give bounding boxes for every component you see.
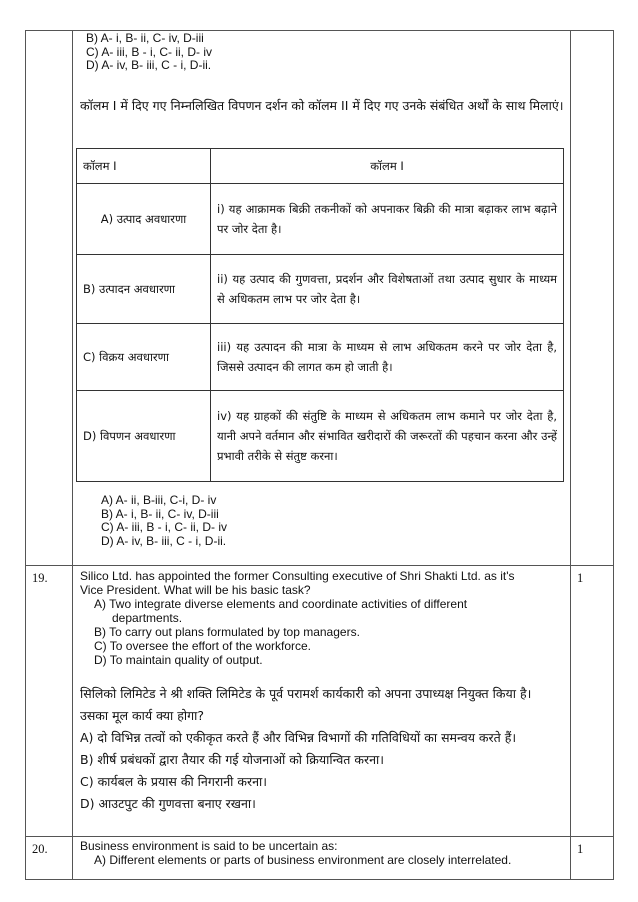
option-a: A) Two integrate diverse elements and coordinate activities of different <box>94 597 468 611</box>
table-row <box>77 324 564 391</box>
table-row <box>77 391 564 482</box>
option-a-hindi: A) दो विभिन्न तत्वों को एकीकृत करते हैं और विभिन्न विभागों की गतिविधियों का समन्वय करते हैं। <box>80 730 517 745</box>
option-b-hindi: B) शीर्ष प्रबंधकों द्वारा तैयार की गई योजनाओं को क्रियान्वित करना। <box>80 752 384 767</box>
question-19-hindi <box>80 683 554 815</box>
option-b: B) A- i, B- ii, C- iv, D-iii <box>86 31 204 45</box>
grid-divider-number <box>72 30 73 880</box>
option-a-continuation: departments. <box>112 611 183 625</box>
matching-table <box>76 148 564 482</box>
concept-cell: D) विपणन अवधारणा <box>77 391 211 482</box>
meaning-cell: iv) यह ग्राहकों की संतुष्टि के माध्यम से अधिकतम लाभ कमाने पर जोर देता है, यानी अपने वर्तमान और संभावित खरीदारों की जरूरतों की पहचान करना और उन्हें प्रभावी तरीके से संतुष्ट करना। <box>211 391 564 482</box>
question-20-english <box>80 839 550 867</box>
table-row <box>77 255 564 324</box>
previous-question-options <box>86 32 212 73</box>
option-c: C) A- iii, B - i, C- ii, D- iv <box>86 44 212 59</box>
option-c: C) To oversee the effort of the workforce. <box>94 639 311 653</box>
question-marks: 1 <box>577 842 584 856</box>
option-c-hindi: C) कार्यबल के प्रयास की निगरानी करना। <box>80 774 267 789</box>
concept-cell: A) उत्पाद अवधारणा <box>77 184 211 255</box>
grid-row-divider-20 <box>25 836 614 837</box>
grid-border-bottom <box>25 879 614 880</box>
question-stem-line: Silico Ltd. has appointed the former Consulting executive of Shri Shakti Ltd. as it's <box>80 569 515 583</box>
option-d: D) To maintain quality of output. <box>94 653 263 667</box>
option-a: A) Different elements or parts of business environment are closely interrelated. <box>94 853 512 867</box>
option-d-hindi: D) आउटपुट की गुणवत्ता बनाए रखना। <box>80 796 256 811</box>
match-instruction: कॉलम I में दिए गए निम्नलिखित विपणन दर्शन को कॉलम II में दिए गए उनके संबंधित अर्थों के साथ मिलाएं। <box>80 98 564 113</box>
question-marks: 1 <box>577 571 584 585</box>
grid-border-right <box>613 30 614 880</box>
column-1-header: कॉलम I <box>77 149 211 184</box>
table-header-row <box>77 149 564 184</box>
option-b: B) To carry out plans formulated by top managers. <box>94 625 360 639</box>
meaning-cell: i) यह आक्रामक बिक्री तकनीकों को अपनाकर बिक्री की मात्रा बढ़ाकर लाभ बढ़ाने पर जोर देता है। <box>211 184 564 255</box>
option-c: C) A- iii, B - i, C- ii, D- iv <box>101 520 227 534</box>
question-number: 19. <box>32 571 48 585</box>
concept-cell: B) उत्पादन अवधारणा <box>77 255 211 324</box>
grid-row-divider-19 <box>25 565 614 566</box>
table-row <box>77 184 564 255</box>
option-d: D) A- iv, B- iii, C - i, D-ii. <box>86 58 212 72</box>
meaning-cell: iii) यह उत्पादन की मात्रा के माध्यम से लाभ अधिकतम करने पर जोर देता है, जिससे उत्पादन की लागत कम हो जाती है। <box>211 324 564 391</box>
matching-options <box>101 494 227 548</box>
grid-divider-marks <box>570 30 571 880</box>
concept-cell: C) विक्रय अवधारणा <box>77 324 211 391</box>
question-stem-hindi: सिलिको लिमिटेड ने श्री शक्ति लिमिटेड के पूर्व परामर्श कार्यकारी को अपना उपाध्यक्ष नियुक्त किया है। उसका मूल कार्य क्या होगा? <box>80 686 532 723</box>
option-d: D) A- iv, B- iii, C - i, D-ii. <box>101 533 227 548</box>
question-stem-line: Vice President. What will be his basic task? <box>80 583 311 597</box>
question-19-english <box>80 569 546 667</box>
question-stem-line: Business environment is said to be uncertain as: <box>80 839 338 853</box>
option-a: A) A- ii, B-iii, C-i, D- iv <box>101 493 217 507</box>
option-b: B) A- i, B- ii, C- iv, D-iii <box>101 506 219 521</box>
column-2-header: कॉलम I <box>211 149 564 184</box>
question-number: 20. <box>32 842 48 856</box>
grid-border-left <box>25 30 26 880</box>
meaning-cell: ii) यह उत्पाद की गुणवत्ता, प्रदर्शन और विशेषताओं तथा उत्पाद सुधार के माध्यम से अधिकतम लाभ पर जोर देता है। <box>211 255 564 324</box>
